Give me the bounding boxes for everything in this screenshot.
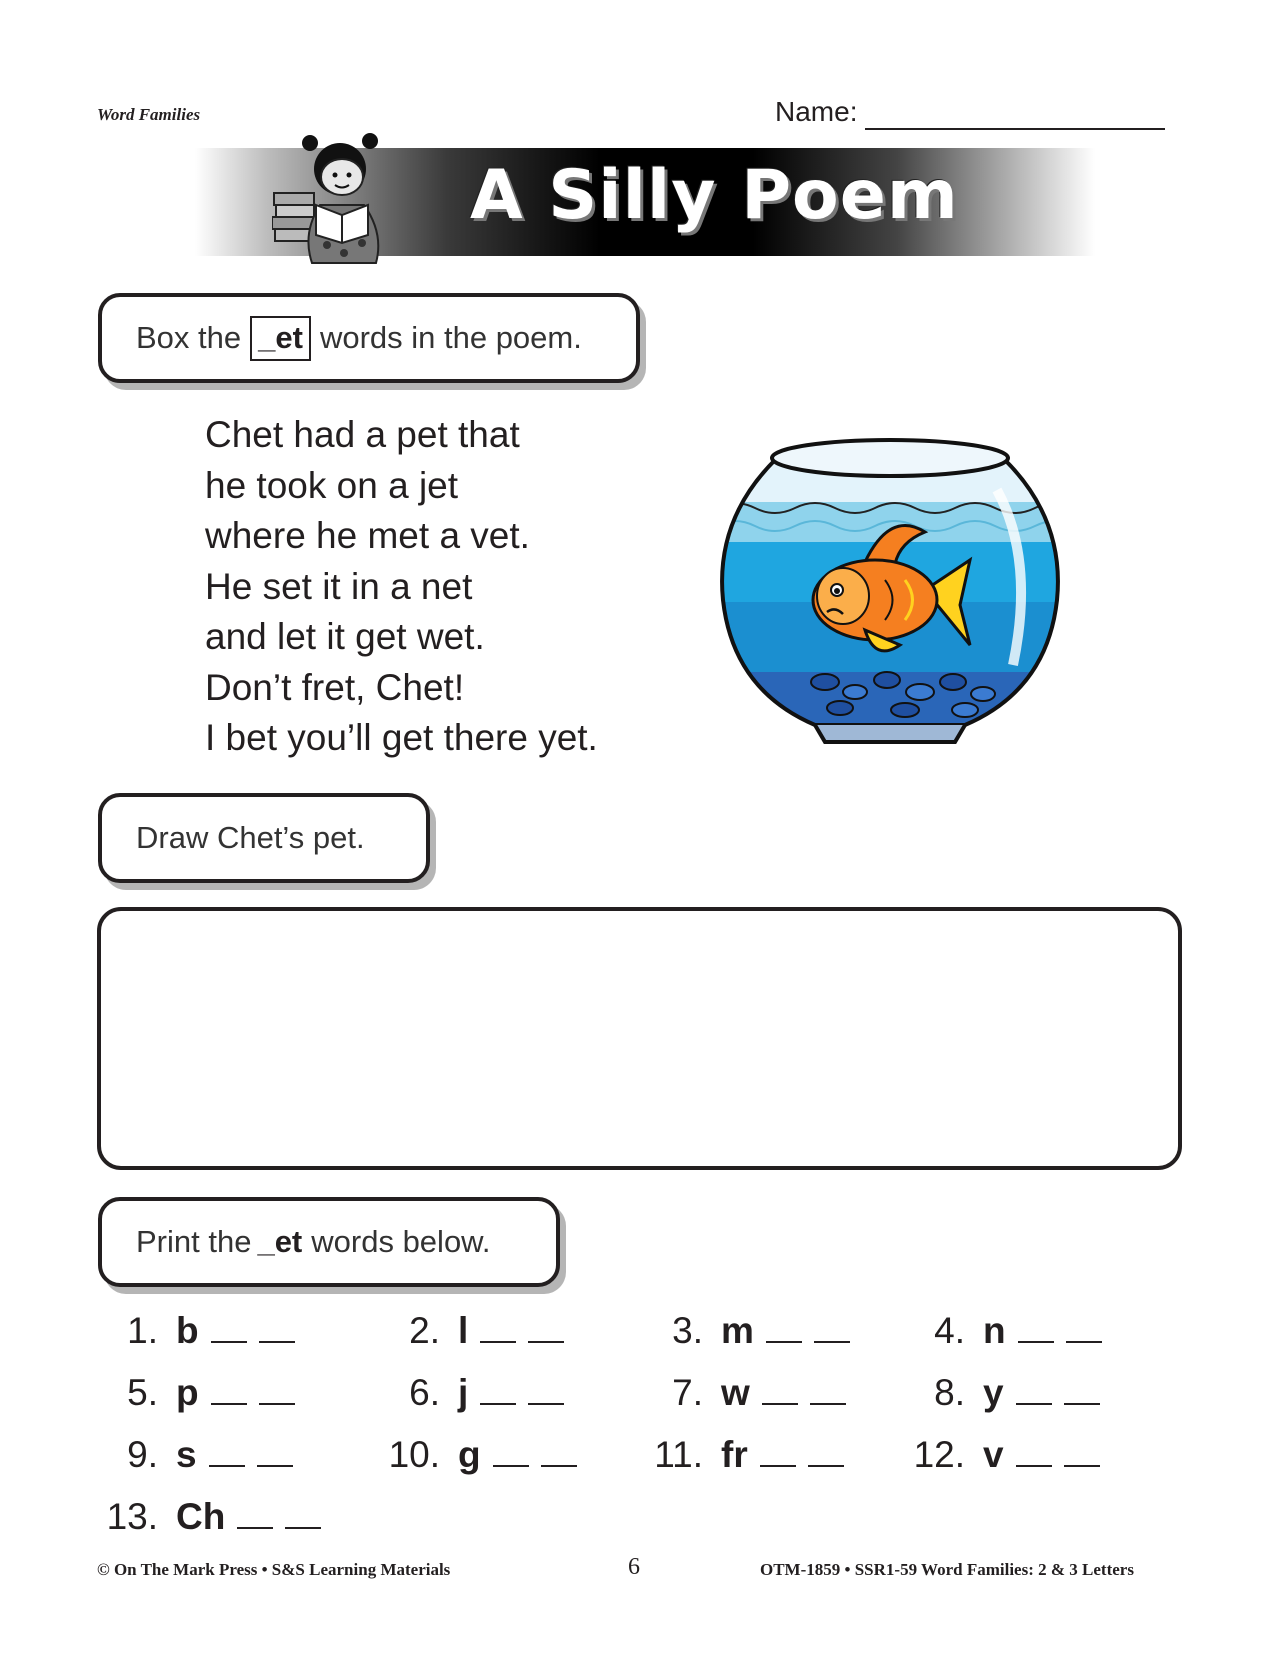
exercise-letters: p (176, 1372, 199, 1413)
answer-blank[interactable] (237, 1497, 273, 1529)
exercise-number: 1. (127, 1310, 158, 1351)
answer-blank[interactable] (211, 1373, 247, 1405)
answer-blank[interactable] (259, 1311, 295, 1343)
exercise-number: 7. (672, 1372, 703, 1413)
exercise-number: 4. (934, 1310, 965, 1351)
fishbowl-icon (715, 430, 1065, 750)
answer-blank[interactable] (480, 1311, 516, 1343)
exercise-number: 10. (388, 1434, 440, 1475)
exercise-item (402, 1372, 564, 1414)
poem-line[interactable]: where he met a vet. (205, 515, 530, 556)
answer-blank[interactable] (1018, 1311, 1054, 1343)
exercise-item (927, 1372, 1100, 1414)
answer-blank[interactable] (209, 1435, 245, 1467)
instruction-print-words (98, 1197, 560, 1287)
answer-blank[interactable] (1016, 1373, 1052, 1405)
exercise-number: 6. (409, 1372, 440, 1413)
exercise-letters: b (176, 1310, 199, 1351)
footer-product-code: OTM-1859 • SSR1-59 Word Families: 2 & 3 Letters (760, 1560, 1134, 1579)
exercise-number: 11. (654, 1434, 703, 1475)
exercise-letters: g (458, 1434, 481, 1475)
answer-blank[interactable] (285, 1497, 321, 1529)
exercise-item (120, 1372, 295, 1414)
poem-line[interactable]: he took on a jet (205, 464, 459, 506)
exercise-item (665, 1372, 846, 1414)
exercise-number: 3. (672, 1310, 703, 1351)
exercise-number: 9. (127, 1434, 158, 1475)
answer-blank[interactable] (810, 1373, 846, 1405)
poem-line[interactable]: I bet you’ll get there yet. (205, 717, 598, 758)
exercise-letters: Ch (176, 1496, 226, 1537)
poem-line[interactable]: and let it get wet. (205, 616, 485, 657)
name-label: Name: (775, 96, 858, 127)
exercise-letters: s (176, 1434, 197, 1475)
answer-blank[interactable] (808, 1435, 844, 1467)
page-title: A Silly Poem (470, 156, 959, 235)
answer-blank[interactable] (1064, 1435, 1100, 1467)
instruction-draw-text: Draw Chet’s pet. (136, 820, 365, 855)
answer-blank[interactable] (211, 1311, 247, 1343)
exercise-item (96, 1496, 321, 1538)
answer-blank[interactable] (257, 1435, 293, 1467)
exercise-letters: w (721, 1372, 750, 1413)
page-number: 6 (628, 1554, 640, 1580)
poem (205, 410, 598, 764)
et-word-box: _et (250, 316, 311, 361)
exercise-letters: v (983, 1434, 1004, 1475)
answer-blank[interactable] (814, 1311, 850, 1343)
poem-line[interactable]: Chet had a pet that (205, 414, 520, 455)
answer-blank[interactable] (1066, 1311, 1102, 1343)
answer-blank[interactable] (480, 1373, 516, 1405)
exercise-number: 2. (409, 1310, 440, 1351)
exercise-item (903, 1434, 1100, 1476)
exercise-letters: m (721, 1310, 754, 1351)
exercise-letters: y (983, 1372, 1004, 1413)
exercise-letters: j (458, 1372, 469, 1413)
instruction-draw (98, 793, 430, 883)
exercise-item (402, 1310, 564, 1352)
exercise-letters: fr (721, 1434, 748, 1475)
answer-blank[interactable] (762, 1373, 798, 1405)
poem-line[interactable]: Don’t fret, Chet! (205, 666, 465, 708)
exercise-item (641, 1434, 844, 1476)
instruction-prefix: Box the (136, 320, 242, 355)
et-word: _et (257, 1224, 303, 1259)
answer-blank[interactable] (493, 1435, 529, 1467)
exercise-item (927, 1310, 1102, 1352)
exercise-letters: l (458, 1310, 469, 1351)
answer-blank[interactable] (528, 1373, 564, 1405)
exercise-item (378, 1434, 577, 1476)
exercise-number: 8. (934, 1372, 965, 1413)
footer-copyright: © On The Mark Press • S&S Learning Materials (97, 1560, 451, 1579)
girl-reading-book-icon (272, 133, 412, 265)
exercise-number: 12. (913, 1434, 965, 1475)
exercise-number: 5. (127, 1372, 158, 1413)
drawing-area[interactable] (97, 907, 1182, 1170)
instruction-suffix: words in the poem. (319, 320, 582, 355)
answer-blank[interactable] (528, 1311, 564, 1343)
exercise-item (120, 1310, 295, 1352)
exercise-item (120, 1434, 293, 1476)
exercise-letters: n (983, 1310, 1006, 1351)
instruction-suffix: words below. (311, 1224, 491, 1259)
answer-blank[interactable] (760, 1435, 796, 1467)
answer-blank[interactable] (766, 1311, 802, 1343)
name-line[interactable] (865, 128, 1165, 130)
section-label: Word Families (97, 105, 201, 124)
instruction-box-words (98, 293, 640, 383)
answer-blank[interactable] (541, 1435, 577, 1467)
answer-blank[interactable] (1016, 1435, 1052, 1467)
poem-line[interactable]: He set it in a net (205, 565, 473, 607)
answer-blank[interactable] (1064, 1373, 1100, 1405)
instruction-prefix: Print the (136, 1224, 252, 1259)
exercise-number: 13. (106, 1496, 158, 1537)
answer-blank[interactable] (259, 1373, 295, 1405)
exercise-item (665, 1310, 850, 1352)
